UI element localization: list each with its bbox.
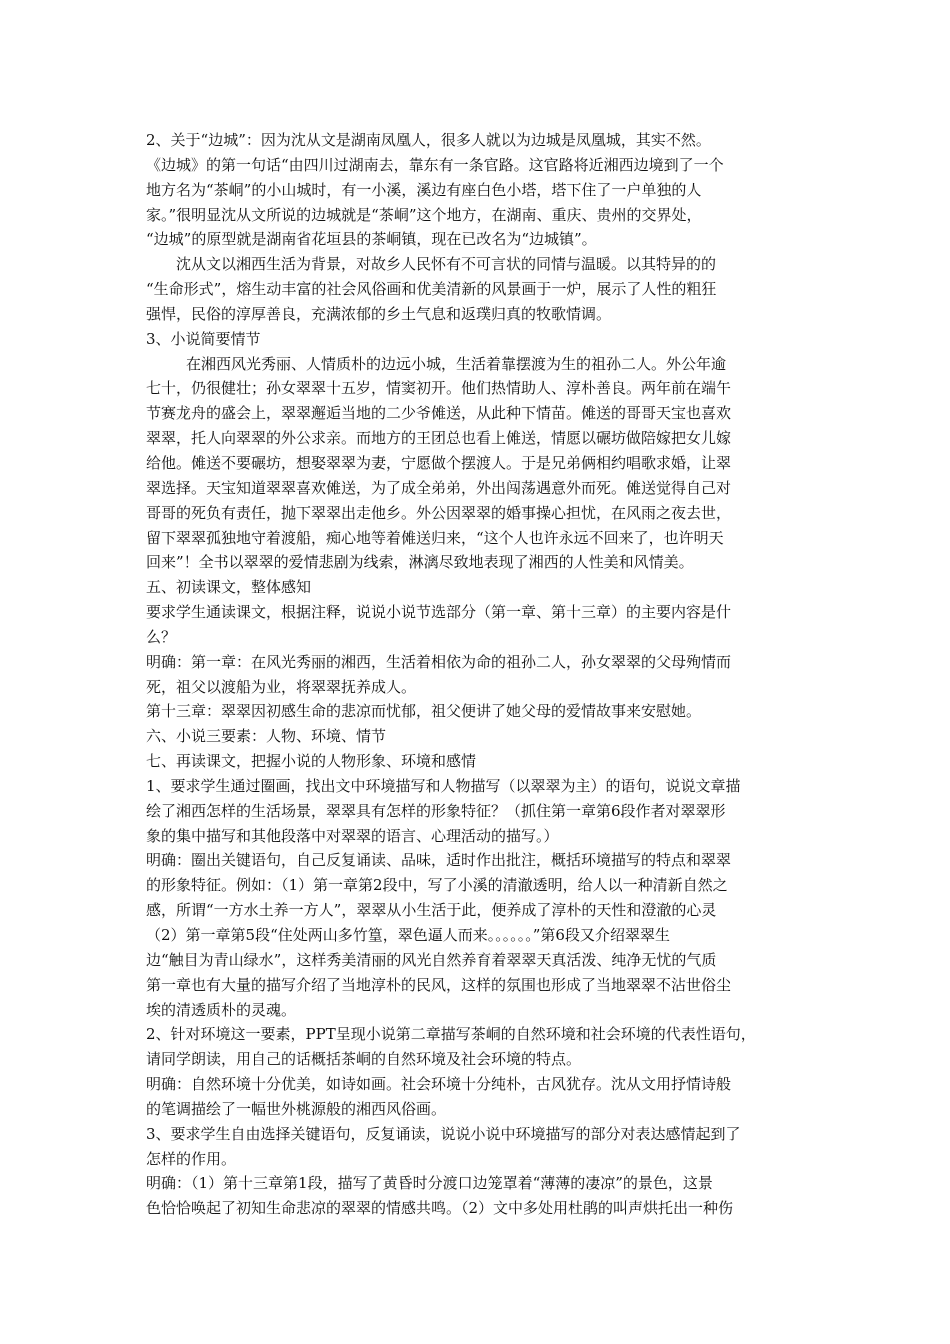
text-line: 1、要求学生通过圈画，找出文中环境描写和人物描写（以翠翠为主）的语句，说说文章描 — [146, 776, 741, 795]
text-line: 节赛龙舟的盛会上，翠翠邂逅当地的二少爷傩送，从此种下情苗。傩送的哥哥天宝也喜欢 — [146, 404, 732, 423]
text-line: 要求学生通读课文，根据注释，说说小说节选部分（第一章、第十三章）的主要内容是什 — [146, 603, 732, 622]
text-line: “边城”的原型就是湖南省花垣县的茶峒镇，现在已改名为“边城镇”。 — [146, 230, 597, 249]
text-line: 埃的清透质朴的灵魂。 — [146, 1000, 297, 1019]
text-line: 2、针对环境这一要素，PPT呈现小说第二章描写茶峒的自然环境和社会环境的代表性语句， — [146, 1025, 756, 1044]
text-line: 第一章也有大量的描写介绍了当地淳朴的民风，这样的氛围也形成了当地翠翠不沾世俗尘 — [146, 975, 732, 994]
text-line: （2）第一章第5段“住处两山多竹篁，翠色逼人而来。。。。。。”第6段又介绍翠翠生 — [146, 926, 670, 944]
text-line: 七十，仍很健壮；孙女翠翠十五岁，情窦初开。他们热情助人、淳朴善良。两年前在端午 — [146, 379, 732, 398]
text-line: 2、关于“边城”：因为沈从文是湖南凤凰人，很多人就以为边城是凤凰城，其实不然。 — [146, 131, 711, 149]
text-line: 第十三章：翠翠因初感生命的悲凉而忧郁，祖父便讲了她父母的爱情故事来安慰她。 — [146, 702, 702, 721]
text-line: 翠翠，托人向翠翠的外公求亲。而地方的王团总也看上傩送，情愿以碾坊做陪嫁把女儿嫁 — [146, 429, 732, 448]
section-heading: 五、初读课文，整体感知 — [146, 578, 312, 597]
section-heading: 3、小说简要情节 — [146, 329, 261, 348]
text-line: 象的集中描写和其他段落中对翠翠的语言、心理活动的描写。） — [146, 826, 559, 845]
paragraph-first-line: 在湘西风光秀丽、人情质朴的边远小城，生活着靠摆渡为生的祖孙二人。外公年逾 — [186, 354, 727, 373]
text-line: 明确：（1）第十三章第1段，描写了黄昏时分渡口边笼罩着“薄薄的凄凉”的景色，这景 — [146, 1174, 713, 1193]
text-line: 么？ — [146, 627, 177, 646]
section-heading: 六、小说三要素：人物、环境、情节 — [146, 727, 387, 746]
text-line: 地方名为“茶峒”的小山城时，有一小溪，溪边有座白色小塔，塔下住了一户单独的人 — [146, 180, 702, 199]
text-line: 色恰恰唤起了初知生命悲凉的翠翠的情感共鸣。（2）文中多处用杜鹃的叫声烘托出一种伤 — [146, 1199, 734, 1218]
text-line: 边“触目为青山绿水”，这样秀美清丽的风光自然养育着翠翠天真活泼、纯净无忧的气质 — [146, 950, 717, 969]
text-line: 强悍，民俗的淳厚善良，充满浓郁的乡土气息和返璞归真的牧歌情调。 — [146, 304, 612, 323]
text-line: 给他。傩送不要碾坊，想娶翠翠为妻，宁愿做个摆渡人。于是兄弟俩相约唱歌求婚，让翠 — [146, 453, 732, 472]
text-line: 请同学朗读，用自己的话概括茶峒的自然环境及社会环境的特点。 — [146, 1050, 582, 1069]
text-line: 的笔调描绘了一幅世外桃源般的湘西风俗画。 — [146, 1099, 447, 1118]
text-line: 绘了湘西怎样的生活场景，翠翠具有怎样的形象特征？（抓住第一章第6段作者对翠翠形 — [146, 801, 726, 820]
text-line: 死，祖父以渡船为业，将翠翠抚养成人。 — [146, 677, 417, 696]
text-line: 回来”！全书以翠翠的爱情悲剧为线索，淋漓尽致地表现了湘西的人性美和风情美。 — [146, 553, 694, 572]
paragraph-first-line: 沈从文以湘西生活为背景，对故乡人民怀有不可言状的同情与温暖。以其特异的的 — [176, 255, 717, 274]
section-heading: 七、再读课文，把握小说的人物形象、环境和感情 — [146, 752, 477, 771]
text-line: 哥哥的死负有责任，抛下翠翠出走他乡。外公因翠翠的婚事操心担忧，在风雨之夜去世， — [146, 503, 732, 522]
text-line: 《边城》的第一句话“由四川过湖南去，靠东有一条官路。这官路将近湘西边境到了一个 — [146, 155, 724, 174]
text-line: 明确：圈出关键语句，自己反复诵读、品味，适时作出批注，概括环境描写的特点和翠翠 — [146, 851, 732, 870]
text-line: “生命形式”，熔生动丰富的社会风俗画和优美清新的风景画于一炉，展示了人性的粗狂 — [146, 280, 717, 299]
document-body — [146, 128, 818, 1221]
text-line: 家。”很明显沈从文所说的边城就是“茶峒”这个地方，在湖南、重庆、贵州的交界处， — [146, 205, 702, 224]
text-line: 3、要求学生自由选择关键语句，反复诵读，说说小说中环境描写的部分对表达感情起到了 — [146, 1124, 741, 1143]
text-line: 感，所谓“一方水土养一方人”，翠翠从小生活于此，便养成了淳朴的天性和澄澈的心灵 — [146, 901, 717, 920]
text-line: 怎样的作用。 — [146, 1149, 237, 1168]
text-line: 翠选择。天宝知道翠翠喜欢傩送，为了成全弟弟，外出闯荡遇意外而死。傩送觉得自己对 — [146, 478, 732, 497]
text-line: 明确：第一章：在风光秀丽的湘西，生活着相依为命的祖孙二人，孙女翠翠的父母殉情而 — [146, 652, 732, 671]
text-line: 的形象特征。例如：（1）第一章第2段中，写了小溪的清澈透明，给人以一种清新自然之 — [146, 876, 728, 895]
text-line: 明确：自然环境十分优美，如诗如画。社会环境十分纯朴，古风犹存。沈从文用抒情诗般 — [146, 1075, 732, 1094]
text-line: 留下翠翠孤独地守着渡船，痴心地等着傩送归来，“这个人也许永远不回来了，也许明天 — [146, 528, 724, 547]
